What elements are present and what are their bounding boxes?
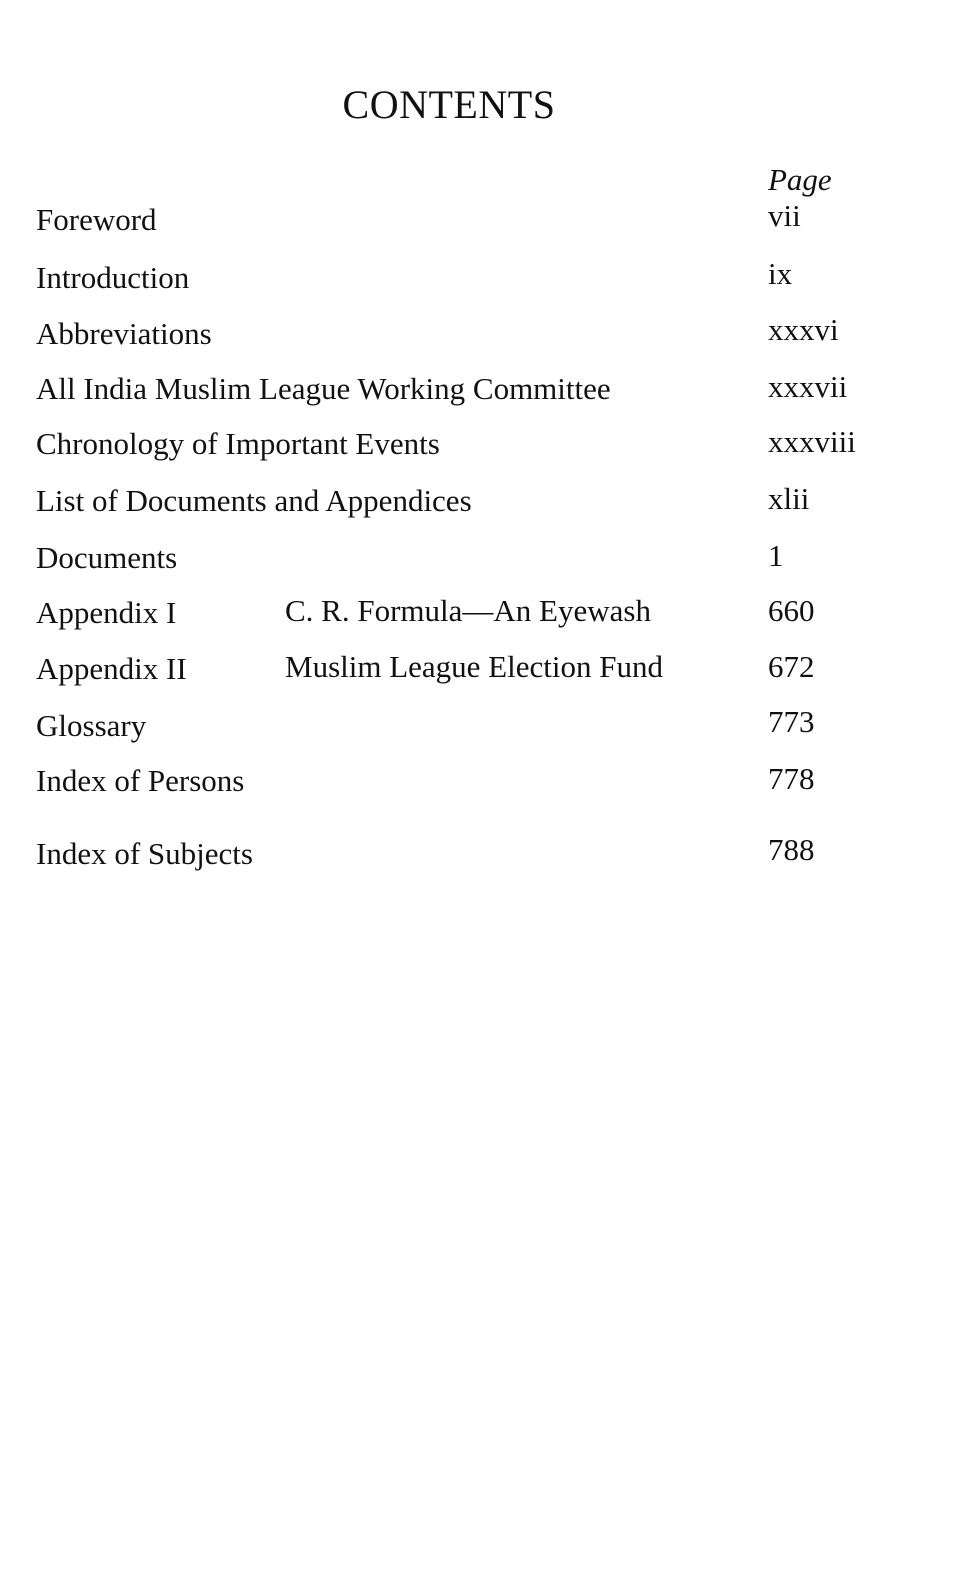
toc-entry-page: xxxvi — [768, 312, 839, 347]
toc-entry-page: 1 — [768, 538, 784, 573]
toc-entry-page: 788 — [768, 832, 815, 867]
toc-entry-page: xxxviii — [768, 424, 856, 459]
toc-entry-label: Index of Subjects — [36, 836, 253, 871]
page-column-heading: Page — [768, 162, 832, 197]
toc-entry-page: 773 — [768, 704, 815, 739]
toc-entry-subtitle: Muslim League Election Fund — [285, 649, 663, 684]
toc-entry-subtitle: C. R. Formula—An Eyewash — [285, 593, 651, 628]
toc-entry-index-of-persons — [0, 759, 968, 803]
toc-entry-page: vii — [768, 198, 801, 233]
toc-entry-page: ix — [768, 256, 793, 291]
toc-entry-page: 672 — [768, 649, 815, 684]
toc-entry-list-of-documents — [0, 479, 968, 523]
toc-entry-label: List of Documents and Appendices — [36, 483, 472, 518]
toc-entry-label: Glossary — [36, 708, 147, 743]
toc-entry-chronology — [0, 422, 968, 466]
toc-entry-label: Appendix II — [36, 651, 187, 686]
toc-entry-label: Introduction — [36, 260, 190, 295]
toc-entry-index-of-subjects — [0, 832, 968, 876]
toc-entry-appendix-1 — [0, 591, 968, 635]
toc-entry-introduction — [0, 256, 968, 300]
page-title: CONTENTS — [342, 82, 556, 127]
toc-entry-working-committee — [0, 367, 968, 411]
toc-entry-label: Foreword — [36, 202, 157, 237]
toc-entry-abbreviations — [0, 312, 968, 356]
toc-entry-label: Abbreviations — [36, 316, 212, 351]
toc-entry-appendix-2 — [0, 647, 968, 691]
toc-entry-label: Index of Persons — [36, 763, 245, 798]
toc-entry-page: 778 — [768, 761, 815, 796]
toc-entry-documents — [0, 536, 968, 580]
toc-entry-label: Documents — [36, 540, 178, 575]
toc-entry-page: 660 — [768, 593, 815, 628]
toc-entry-foreword — [0, 198, 968, 242]
toc-entry-label: Appendix I — [36, 595, 177, 630]
toc-entry-glossary — [0, 704, 968, 748]
toc-entry-label: Chronology of Important Events — [36, 426, 440, 461]
toc-entry-page: xlii — [768, 481, 810, 516]
toc-entry-label: All India Muslim League Working Committee — [36, 371, 611, 406]
toc-entry-page: xxxvii — [768, 369, 848, 404]
